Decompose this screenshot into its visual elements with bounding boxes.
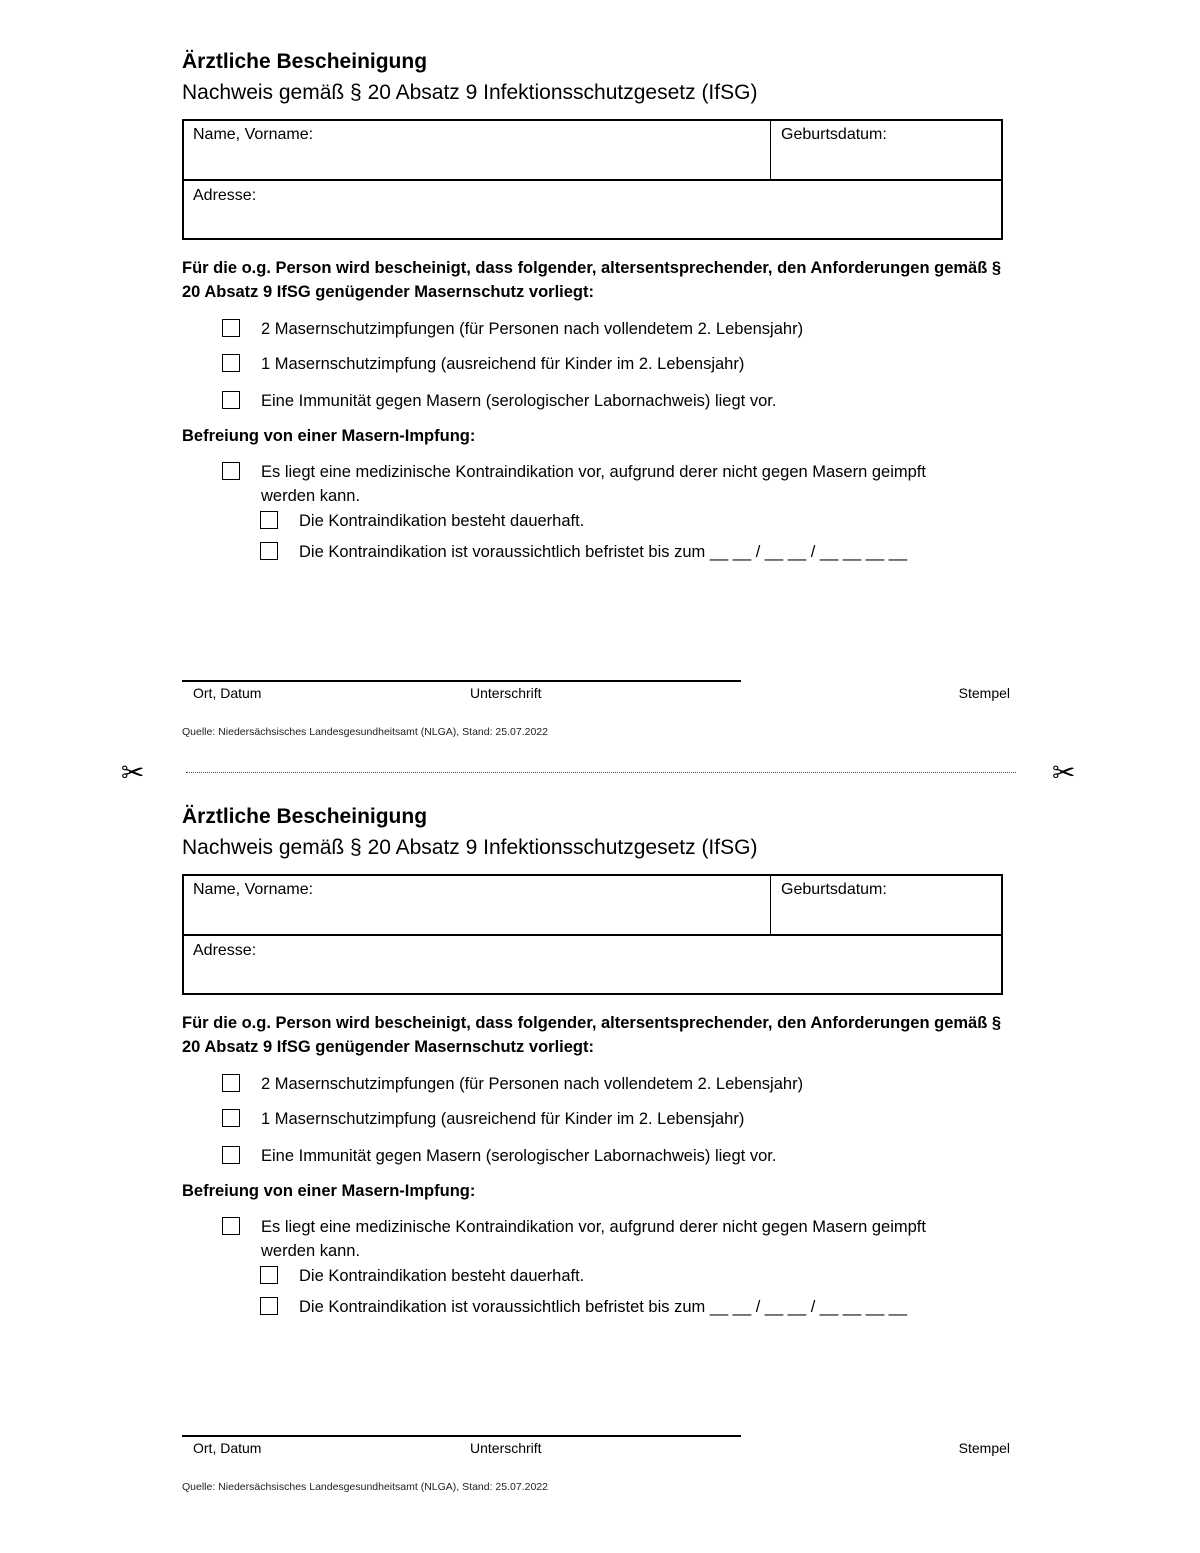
option-label: Eine Immunität gegen Masern (serologischer Labornachweis) liegt vor. <box>261 1147 777 1165</box>
signature-line[interactable] <box>182 680 741 682</box>
form-title: Ärztliche Bescheinigung <box>182 50 428 73</box>
personal-data-box <box>182 874 1003 995</box>
stamp-label: Stempel <box>958 685 1010 701</box>
checkbox[interactable] <box>222 1109 240 1127</box>
form-title: Ärztliche Bescheinigung <box>182 805 428 828</box>
option-label: 1 Masernschutzimpfung (ausreichend für Kinder im 2. Lebensjahr) <box>261 355 745 373</box>
checkbox[interactable] <box>222 354 240 372</box>
birthdate-field[interactable]: Geburtsdatum: <box>781 126 887 143</box>
divider <box>184 934 1001 936</box>
intro-text: Für die o.g. Person wird bescheinigt, dass folgender, altersentsprechender, den Anforderungen gemäß § 20 Absatz 9 IfSG genügender Masernschutz vorliegt: <box>182 259 1002 301</box>
signature-label: Unterschrift <box>470 685 542 701</box>
exemption-heading: Befreiung von einer Masern-Impfung: <box>182 427 476 445</box>
birthdate-field[interactable]: Geburtsdatum: <box>781 881 887 898</box>
checkbox[interactable] <box>222 319 240 337</box>
divider <box>184 179 1001 181</box>
address-field[interactable]: Adresse: <box>193 187 257 204</box>
checkbox[interactable] <box>222 1217 240 1235</box>
checkbox[interactable] <box>260 542 278 560</box>
personal-data-box <box>182 119 1003 240</box>
option-label: Es liegt eine medizinische Kontraindikation vor, aufgrund derer nicht gegen Masern geimpft <box>261 1218 926 1236</box>
scissors-icon: ✂ <box>1052 756 1076 789</box>
address-field[interactable]: Adresse: <box>193 942 257 959</box>
cut-line <box>186 772 1016 773</box>
place-date-label: Ort, Datum <box>193 1440 262 1456</box>
option-label: 2 Masernschutzimpfungen (für Personen nach vollendetem 2. Lebensjahr) <box>261 1075 804 1093</box>
form-subtitle: Nachweis gemäß § 20 Absatz 9 Infektionsschutzgesetz (IfSG) <box>182 81 758 104</box>
checkbox[interactable] <box>222 1074 240 1092</box>
checkbox[interactable] <box>260 511 278 529</box>
divider <box>770 121 771 180</box>
option-label: 2 Masernschutzimpfungen (für Personen nach vollendetem 2. Lebensjahr) <box>261 320 804 338</box>
option-label-continued: werden kann. <box>261 487 361 505</box>
form-subtitle: Nachweis gemäß § 20 Absatz 9 Infektionsschutzgesetz (IfSG) <box>182 836 758 859</box>
checkbox[interactable] <box>260 1266 278 1284</box>
source-note: Quelle: Niedersächsisches Landesgesundheitsamt (NLGA), Stand: 25.07.2022 <box>182 726 548 738</box>
checkbox[interactable] <box>222 391 240 409</box>
option-label: 1 Masernschutzimpfung (ausreichend für Kinder im 2. Lebensjahr) <box>261 1110 745 1128</box>
place-date-label: Ort, Datum <box>193 685 262 701</box>
option-label: Eine Immunität gegen Masern (serologischer Labornachweis) liegt vor. <box>261 392 777 410</box>
intro-text: Für die o.g. Person wird bescheinigt, dass folgender, altersentsprechender, den Anforderungen gemäß § 20 Absatz 9 IfSG genügender Masernschutz vorliegt: <box>182 1014 1002 1056</box>
checkbox[interactable] <box>222 1146 240 1164</box>
divider <box>770 876 771 935</box>
checkbox[interactable] <box>222 462 240 480</box>
option-label: Die Kontraindikation ist voraussichtlich befristet bis zum __ __ / __ __ / __ __ __ __ <box>299 1298 908 1316</box>
signature-label: Unterschrift <box>470 1440 542 1456</box>
option-label: Es liegt eine medizinische Kontraindikation vor, aufgrund derer nicht gegen Masern geimpft <box>261 463 926 481</box>
checkbox[interactable] <box>260 1297 278 1315</box>
signature-line[interactable] <box>182 1435 741 1437</box>
stamp-label: Stempel <box>958 1440 1010 1456</box>
name-field[interactable]: Name, Vorname: <box>193 126 314 143</box>
source-note: Quelle: Niedersächsisches Landesgesundheitsamt (NLGA), Stand: 25.07.2022 <box>182 1481 548 1493</box>
option-label-continued: werden kann. <box>261 1242 361 1260</box>
exemption-heading: Befreiung von einer Masern-Impfung: <box>182 1182 476 1200</box>
name-field[interactable]: Name, Vorname: <box>193 881 314 898</box>
option-label: Die Kontraindikation besteht dauerhaft. <box>299 1267 585 1285</box>
option-label: Die Kontraindikation ist voraussichtlich befristet bis zum __ __ / __ __ / __ __ __ __ <box>299 543 908 561</box>
scissors-icon: ✂ <box>121 756 145 789</box>
option-label: Die Kontraindikation besteht dauerhaft. <box>299 512 585 530</box>
